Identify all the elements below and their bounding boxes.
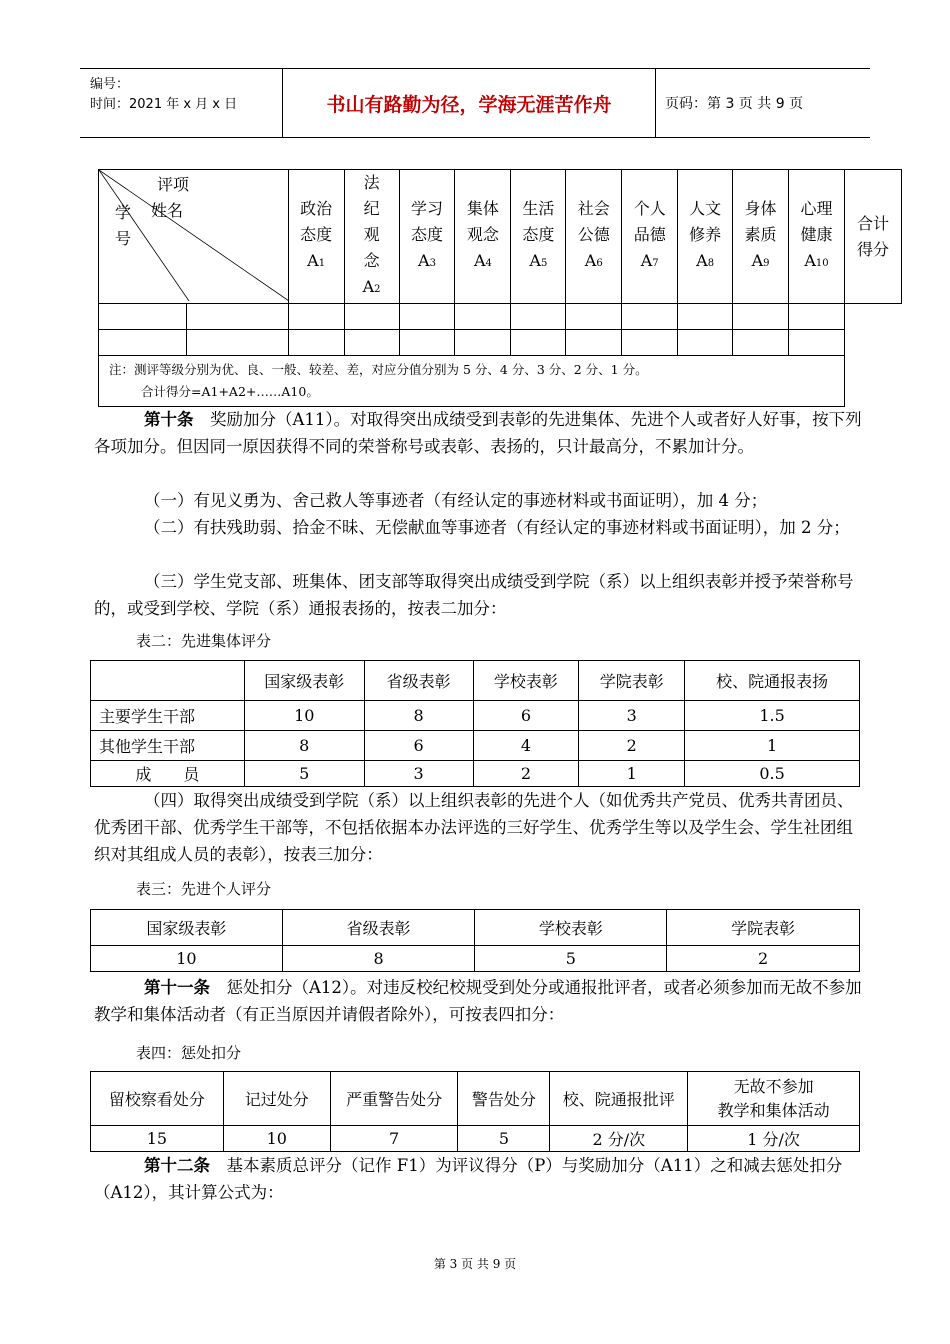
- article-10-item-3: （三）学生党支部、班集体、团支部等取得突出成绩受到学院（系）以上组织表彰并授予荣誉称号的，或受到学校、学院（系）通报表扬的，按表二加分：: [94, 572, 854, 618]
- article-10-item-2: （二）有扶残助弱、拾金不昧、无偿献血等事迹者（有经认定的事迹材料或书面证明），加 2 分；: [144, 518, 850, 537]
- code-label: 编号：: [90, 77, 130, 92]
- col-a1: 政治 态度 A1: [288, 170, 344, 304]
- article-10-item-1: （一）有见义勇为、舍己救人等事迹者（有经认定的事迹材料或书面证明），加 4 分；: [144, 491, 768, 510]
- table-row: 15 10 7 5 2 分/次 1 分/次: [91, 1126, 860, 1152]
- article-10-title: 第十条: [144, 410, 194, 429]
- table-row: [99, 330, 902, 356]
- time-label: 时间：2021 年 x 月 x 日: [90, 97, 238, 112]
- header-school: 学校表彰: [473, 661, 579, 701]
- table4-caption: 表四：惩处扣分: [136, 1044, 242, 1062]
- evaluation-table: [98, 169, 902, 407]
- note-total-formula: 合计得分=A1+A2+……A10。: [141, 384, 319, 399]
- table-row: 成 员 5 3 2 1 0.5: [91, 761, 860, 787]
- article-10-item-4: （四）取得突出成绩受到学院（系）以上组织表彰的先进个人（如优秀共产党员、优秀共青团员、优秀团干部、优秀学生干部等，不包括依据本办法评选的三好学生、优秀学生等以及学生会、学生社团组织对其组成人员的表彰），按表三加分：: [94, 791, 854, 864]
- penalty-table: 留校察看处分 记过处分 严重警告处分 警告处分 校、院通报批评 无故不参加 教学和集体活动 15 10 7 5 2 分/次 1 分/次: [90, 1071, 860, 1152]
- table-row: 10 8 5 2: [91, 946, 860, 972]
- table-row: 其他学生干部 8 6 4 2 1: [91, 731, 860, 761]
- article-10-paragraph: 第十条 奖励加分（A11）。对取得突出成绩受到表彰的先进集体、先进个人或者好人好事，按下列各项加分。但因同一原因获得不同的荣誉称号或表彰、表扬的，只计最高分，不累加计分。: [94, 410, 862, 456]
- article-12-paragraph: 第十二条 基本素质总评分（记作 F1）为评议得分（P）与奖励加分（A11）之和减去惩处扣分（A12），其计算公式为：: [94, 1156, 843, 1202]
- corner-label-id-1: 学: [115, 203, 132, 222]
- header-provincial: 省级表彰: [364, 661, 473, 701]
- table-row: 主要学生干部 10 8 6 3 1.5: [91, 701, 860, 731]
- col-a8: 人文 修养 A8: [678, 170, 733, 304]
- corner-label-id-2: 号: [115, 229, 132, 248]
- col-a4: 集体 观念 A4: [455, 170, 511, 304]
- table2-caption: 表二：先进集体评分: [136, 632, 272, 650]
- header-motto: 书山有路勤为径，学海无涯苦作舟: [283, 69, 656, 137]
- article-12-title: 第十二条: [144, 1156, 210, 1175]
- col-a6: 社会 公德 A6: [566, 170, 622, 304]
- collective-score-table: [90, 660, 860, 787]
- col-a9: 身体 素质 A9: [733, 170, 789, 304]
- col-a10: 心理 健康 A10: [789, 170, 845, 304]
- table3-caption: 表三：先进个人评分: [136, 880, 272, 898]
- table-row: [99, 304, 902, 330]
- col-a5: 生活 态度 A5: [511, 170, 566, 304]
- article-11-paragraph: 第十一条 惩处扣分（A12）。对违反校纪校规受到处分或通报批评者，或者必须参加而无故不参加教学和集体活动者（有正当原因并请假者除外），可按表四扣分：: [94, 978, 862, 1024]
- table1-corner-cell: [99, 170, 289, 304]
- table1-note: [99, 356, 845, 407]
- header-meta: [80, 69, 283, 137]
- note-grade-scale: 注：测评等级分别为优、良、一般、较差、差，对应分值分别为 5 分、4 分、3 分、2 分、1 分。: [109, 362, 648, 377]
- header-national: 国家级表彰: [244, 661, 364, 701]
- corner-label-item: 评项: [157, 175, 190, 194]
- page-header: [80, 68, 870, 138]
- article-11-title: 第十一条: [144, 978, 210, 997]
- col-a2: 法纪观念 A2: [344, 170, 399, 304]
- header-notice-praise: 校、院通报表扬: [685, 661, 860, 701]
- header-college: 学院表彰: [579, 661, 685, 701]
- corner-label-name: 姓名: [151, 201, 184, 220]
- col-a7: 个人 品德 A7: [622, 170, 678, 304]
- col-a3: 学习 态度 A3: [399, 170, 455, 304]
- header-page-number: 页码：第 3 页 共 9 页: [665, 96, 804, 112]
- col-total: 合计 得分: [844, 170, 901, 304]
- page-footer: 第 3 页 共 9 页: [433, 1257, 517, 1271]
- individual-score-table: 国家级表彰 省级表彰 学校表彰 学院表彰 10 8 5 2: [90, 909, 860, 972]
